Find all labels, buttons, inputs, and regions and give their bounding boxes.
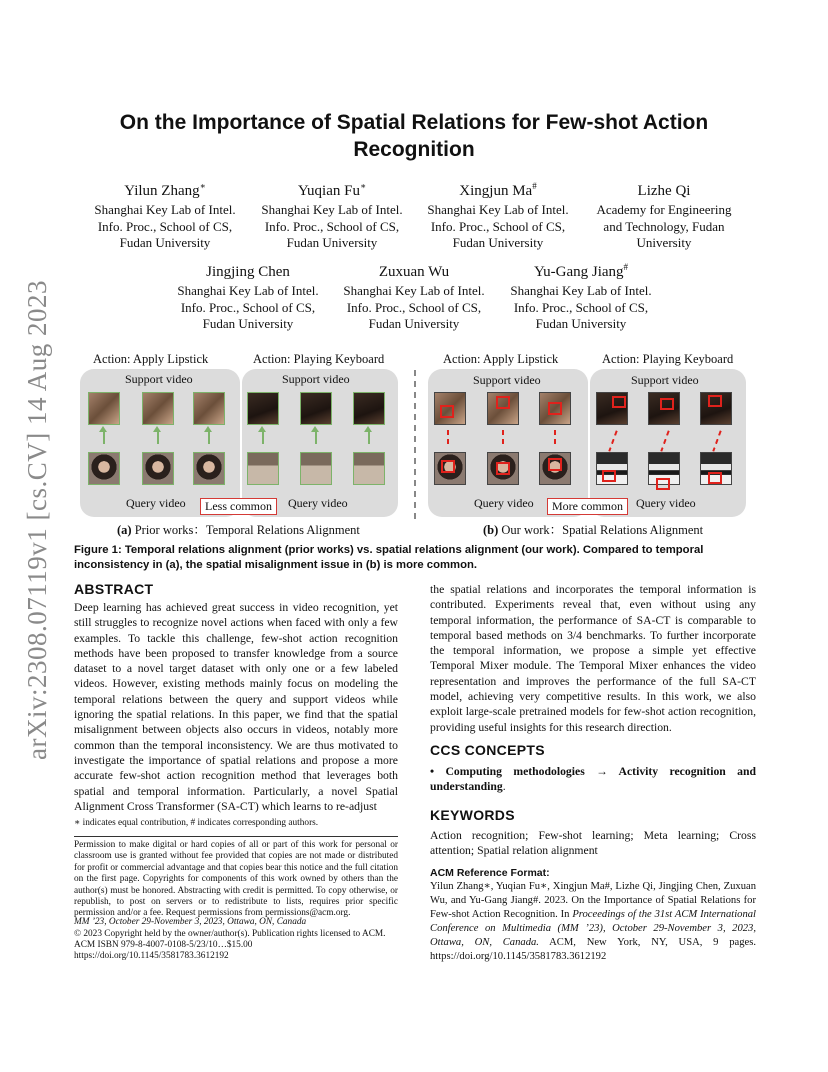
acm-reference-text: Yilun Zhang∗, Yuqian Fu∗, Xingjun Ma#, Lizhe Qi, Jingjing Chen, Zuxuan Wu, and Yu-Gang Jiang#. 2023. On the Importance of Spatial Relations for Few-shot Action Recognition. In Proceedings of the 31st ACM International Conference on Multimedia (MM ’23), October 29-November 3, 2023, Ottawa, ON, Canada. ACM, New York, NY, USA, 9 pages. https://doi.org/10.1145/3581783.3612192 <box>430 881 756 962</box>
author-affiliation: Shanghai Key Lab of Intel. <box>510 283 652 298</box>
author-name: Yu-Gang Jiang# <box>533 262 629 280</box>
object-bbox <box>496 396 510 409</box>
spatial-connector <box>502 430 504 448</box>
abstract-text-right: the spatial relations and incorporates the temporal information is contributed. Experiments reveal that, even without using any temporal information, the performance of SA-CT is comparable to temporal based methods on 3/4 benchmarks. To further incorporate the temporal information, we propose a simple yet effective Temporal Mixer module. The Temporal Mixer enhances the video representation and improves the performance of the full SA-CT model, achieving very competitive results. In this work, we also exploit large-scale pretrained models for few-shot action recognition, providing useful insights for this research direction. <box>430 583 756 734</box>
author-affiliation: Shanghai Key Lab of Intel. <box>343 283 485 298</box>
author-affiliation: Info. Proc., School of CS, <box>264 218 400 234</box>
author-affiliation: Fudan University <box>286 235 378 250</box>
equal-contribution-note: ∗ indicates equal contribution, # indicates corresponding authors. <box>74 818 319 828</box>
alignment-arrow <box>204 426 212 432</box>
author-name: Jingjing Chen <box>206 264 290 280</box>
author-block <box>413 177 583 252</box>
object-bbox <box>612 396 626 408</box>
spatial-connector <box>447 430 449 448</box>
author-affiliation: Info. Proc., School of CS, <box>180 299 316 315</box>
acm-reference-heading: ACM Reference Format: <box>430 867 550 879</box>
permission-notice: Permission to make digital or hard copies of all or part of this work for personal or classroom use is granted without fee provided that copies are not made or distributed for profit or commercial advantage and that copies bear this notice and the full citation on the first page. Copyrights for components of this work owned by others than the author(s) must be honored. Abstracting with credit is permitted. To copy otherwise, or republish, to post on servers or to redistribute to lists, requires prior specific permission and/or a fee. Request permissions from permissions@acm.org. <box>74 840 398 919</box>
support-video-label: Support video <box>473 373 541 387</box>
spatial-connector <box>554 430 556 448</box>
object-bbox <box>440 405 454 418</box>
alignment-arrow <box>153 426 161 432</box>
author-block <box>579 177 749 252</box>
object-bbox <box>548 402 562 415</box>
author-affiliation: Shanghai Key Lab of Intel. <box>261 202 403 217</box>
video-frame <box>88 392 120 425</box>
isbn-line: ACM ISBN 979-8-4007-0108-5/23/10…$15.00 <box>74 940 253 950</box>
video-frame <box>142 452 174 485</box>
author-name: Yilun Zhang∗ <box>124 181 206 199</box>
object-bbox <box>708 395 722 407</box>
alignment-arrow <box>311 426 319 432</box>
paper-title: On the Importance of Spatial Relations for Few-shot Action Recognition <box>119 111 709 161</box>
ccs-text: • Computing methodologies → Activity recognition and understanding. <box>430 765 756 794</box>
keywords-heading: KEYWORDS <box>430 807 515 823</box>
object-bbox <box>602 470 616 482</box>
author-affiliation: Shanghai Key Lab of Intel. <box>427 202 569 217</box>
video-frame <box>353 452 385 485</box>
alignment-arrow <box>99 426 107 432</box>
author-affiliation: Academy for Engineering <box>596 202 732 217</box>
support-video-label: Support video <box>282 372 350 386</box>
alignment-connector <box>315 430 317 444</box>
author-affiliation: Fudan University <box>535 316 627 331</box>
author-block <box>163 258 333 333</box>
video-frame <box>300 392 332 425</box>
copyright-line: © 2023 Copyright held by the owner/author(s). Publication rights licensed to ACM. <box>74 929 386 939</box>
query-video-label: Query video <box>636 496 696 510</box>
figure-action-label: Action: Apply Lipstick <box>443 352 559 366</box>
video-frame <box>193 392 225 425</box>
video-frame <box>300 452 332 485</box>
video-frame <box>353 392 385 425</box>
query-video-label: Query video <box>288 496 348 510</box>
video-frame <box>193 452 225 485</box>
support-video-label: Support video <box>631 373 699 387</box>
subfigure-caption-b: (b) Our work：Spatial Relations Alignment <box>483 523 704 537</box>
abstract-text-left: Deep learning has achieved great success in video recognition, yet still struggles to recognize novel actions when faced with only a few examples. To tackle this challenge, few-shot action recognition methods have been proposed to transfer knowledge from a source dataset to a novel target dataset with only one or a few labeled videos. However, existing methods mainly focus on modeling the temporal relations between the query and support videos while ignoring the spatial relations. In this paper, we find that the spatial misalignment between objects also occurs in videos, notably more common than the temporal inconsistency. We are thus motivated to investigate the importance of spatial relations and propose a more accurate few-shot action recognition method that leverages both spatial and temporal information. Particularly, a novel Spatial Alignment Cross Transformer (SA-CT) which learns to re-adjust <box>74 601 398 813</box>
author-affiliation: Info. Proc., School of CS, <box>430 218 566 234</box>
video-frame <box>142 392 174 425</box>
author-affiliation: Fudan University <box>202 316 294 331</box>
subfigure-caption-a: (a) Prior works：Temporal Relations Alignment <box>117 523 360 537</box>
author-block <box>329 258 499 333</box>
author-name: Yuqian Fu∗ <box>297 181 367 199</box>
object-bbox <box>656 478 670 490</box>
abstract-heading: ABSTRACT <box>74 581 154 597</box>
object-bbox <box>708 472 722 484</box>
alignment-connector <box>103 430 105 444</box>
figure-divider <box>414 370 416 520</box>
venue-line: MM ’23, October 29-November 3, 2023, Ottawa, ON, Canada <box>74 917 307 927</box>
alignment-connector <box>368 430 370 444</box>
author-affiliation: Info. Proc., School of CS, <box>513 299 649 315</box>
author-name: Lizhe Qi <box>637 183 691 199</box>
figure-action-label: Action: Playing Keyboard <box>253 352 385 366</box>
alignment-arrow <box>258 426 266 432</box>
video-frame <box>88 452 120 485</box>
author-name: Zuxuan Wu <box>378 264 450 280</box>
author-affiliation: Shanghai Key Lab of Intel. <box>177 283 319 298</box>
object-bbox <box>496 462 510 475</box>
footnote-rule <box>74 836 398 837</box>
doi-line: https://doi.org/10.1145/3581783.3612192 <box>74 951 229 961</box>
author-affiliation: Info. Proc., School of CS, <box>97 218 233 234</box>
keywords-text: Action recognition; Few-shot learning; Meta learning; Cross attention; Spatial relation alignment <box>430 829 756 858</box>
figure-action-label: Action: Apply Lipstick <box>93 352 209 366</box>
author-name: Xingjun Ma# <box>459 181 537 199</box>
author-affiliation: and Technology, Fudan <box>603 218 725 234</box>
video-frame <box>247 392 279 425</box>
alignment-connector <box>208 430 210 444</box>
video-frame <box>247 452 279 485</box>
more-common-tag: More common <box>547 498 628 515</box>
author-affiliation: Fudan University <box>368 316 460 331</box>
query-video-label: Query video <box>474 496 534 510</box>
author-block <box>80 177 250 252</box>
arxiv-stamp: arXiv:2308.07119v1 [cs.CV] 14 Aug 2023 <box>22 280 52 760</box>
figure-caption: Figure 1: Temporal relations alignment (prior works) vs. spatial relations alignment (our work). Compared to temporal inconsistency in (a), the spatial misalignment issue in (b) is more common. <box>74 544 704 571</box>
alignment-connector <box>157 430 159 444</box>
object-bbox <box>660 398 674 410</box>
ccs-heading: CCS CONCEPTS <box>430 742 545 758</box>
alignment-arrow <box>364 426 372 432</box>
figure-action-label: Action: Playing Keyboard <box>602 352 734 366</box>
author-block <box>247 177 417 252</box>
author-affiliation: Shanghai Key Lab of Intel. <box>94 202 236 217</box>
author-affiliation: Fudan University <box>119 235 211 250</box>
author-affiliation: University <box>636 235 692 250</box>
object-bbox <box>441 460 455 473</box>
author-block <box>496 258 666 333</box>
alignment-connector <box>262 430 264 444</box>
query-video-label: Query video <box>126 496 186 510</box>
object-bbox <box>548 458 562 471</box>
less-common-tag: Less common <box>200 498 277 515</box>
support-video-label: Support video <box>125 372 193 386</box>
author-affiliation: Fudan University <box>452 235 544 250</box>
author-affiliation: Info. Proc., School of CS, <box>346 299 482 315</box>
